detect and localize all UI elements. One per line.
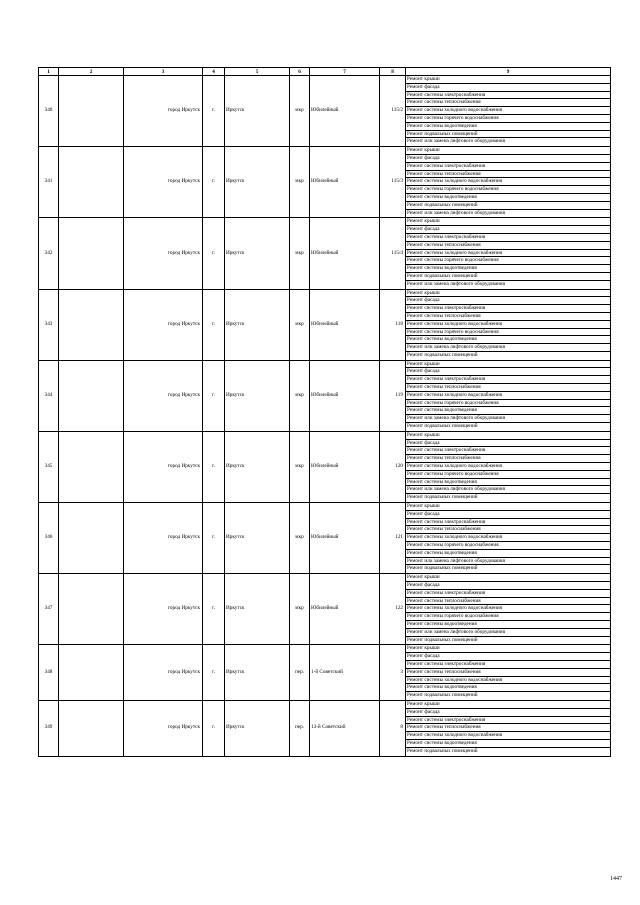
header-cell: 1 — [39, 68, 59, 76]
work-item: Ремонт системы электроснабжения — [406, 92, 610, 100]
works-list-cell — [406, 574, 611, 645]
work-item: Ремонт крыши — [406, 574, 610, 582]
work-item: Ремонт системы холодного водоснабжения — [406, 677, 610, 685]
work-item: Ремонт системы теплоснабжения — [406, 99, 610, 107]
work-item: Ремонт или замена лифтового оборудования — [406, 344, 610, 352]
table-row — [39, 360, 611, 431]
table-row — [39, 218, 611, 289]
municipality-cell: город Иркутск — [124, 218, 203, 289]
street-type-cell: мкр — [290, 289, 310, 360]
street-type-cell: мкр — [290, 431, 310, 502]
table-row — [39, 76, 611, 147]
work-item: Ремонт фасада — [406, 297, 610, 305]
renovation-table — [38, 67, 611, 757]
header-cell: 3 — [124, 68, 203, 76]
house-number-cell: 115/4 — [380, 218, 406, 289]
row-number-cell: 346 — [39, 503, 59, 574]
work-item: Ремонт или замена лифтового оборудования — [407, 138, 505, 145]
work-item: Ремонт фасада — [406, 511, 610, 519]
work-item: Ремонт системы холодного водоснабжения — [406, 321, 610, 329]
header-cell: 9 — [406, 68, 611, 76]
work-item: Ремонт или замена лифтового оборудования — [406, 415, 610, 423]
work-item: Ремонт системы электроснабжения — [406, 661, 610, 669]
work-item: Ремонт системы водоотведения — [406, 194, 610, 202]
header-cell: 4 — [203, 68, 225, 76]
settlement-name-cell: Иркутск — [225, 431, 290, 502]
work-item: Ремонт фасада — [406, 155, 610, 163]
work-item: Ремонт крыши — [406, 290, 610, 298]
work-item: Ремонт системы холодного водоснабжения — [406, 534, 610, 542]
table-row — [39, 431, 611, 502]
street-type-cell: мкр — [290, 76, 310, 147]
work-item: Ремонт системы теплоснабжения — [406, 455, 610, 463]
work-item: Ремонт системы горячего водоснабжения — [406, 186, 610, 194]
work-item: Ремонт крыши — [406, 76, 610, 84]
header-cell: 5 — [225, 68, 290, 76]
empty-cell-cell — [59, 700, 124, 756]
settlement-name-cell: Иркутск — [225, 503, 290, 574]
work-item: Ремонт фасада — [406, 582, 610, 590]
municipality-cell: город Иркутск — [124, 360, 203, 431]
house-number-cell: 118 — [380, 289, 406, 360]
row-number-cell: 347 — [39, 574, 59, 645]
table-body — [39, 76, 611, 757]
work-item: Ремонт системы холодного водоснабжения — [406, 463, 610, 471]
empty-cell-cell — [59, 218, 124, 289]
house-number-cell: 115/3 — [380, 147, 406, 218]
house-number-cell: 8 — [380, 700, 406, 756]
work-item: Ремонт системы электроснабжения — [406, 717, 610, 725]
work-item: Ремонт фасада — [406, 368, 610, 376]
works-list-cell — [406, 645, 611, 701]
empty-cell-cell — [59, 360, 124, 431]
work-item: Ремонт системы электроснабжения — [406, 590, 610, 598]
work-item: Ремонт подвальных помещений — [407, 636, 478, 643]
work-item: Ремонт системы горячего водоснабжения — [406, 115, 610, 123]
work-item: Ремонт крыши — [406, 361, 610, 369]
work-item: Ремонт системы теплоснабжения — [406, 384, 610, 392]
page-number: 1447 — [610, 876, 622, 882]
works-list-cell — [406, 147, 611, 218]
municipality-cell: город Иркутск — [124, 503, 203, 574]
settlement-type-cell: г. — [203, 147, 225, 218]
work-item: Ремонт системы теплоснабжения — [406, 242, 610, 250]
settlement-type-cell: г. — [203, 574, 225, 645]
house-number-cell: 121 — [380, 503, 406, 574]
work-item: Ремонт системы водоотведения — [406, 621, 610, 629]
work-item: Ремонт системы теплоснабжения — [406, 669, 610, 677]
work-item: Ремонт подвальных помещений — [407, 565, 478, 572]
settlement-type-cell: г. — [203, 360, 225, 431]
work-item: Ремонт системы холодного водоснабжения — [406, 732, 610, 740]
municipality-cell: город Иркутск — [124, 289, 203, 360]
table-row — [39, 574, 611, 645]
street-name-cell: Юбилейный — [310, 431, 380, 502]
work-item: Ремонт или замена лифтового оборудования — [407, 280, 505, 287]
work-item: Ремонт крыши — [406, 503, 610, 511]
table-row — [39, 289, 611, 360]
empty-cell-cell — [59, 147, 124, 218]
works-list-cell — [406, 289, 611, 360]
table-row — [39, 503, 611, 574]
settlement-type-cell: г. — [203, 503, 225, 574]
works-list-cell — [406, 503, 611, 574]
work-item: Ремонт системы водоотведения — [406, 479, 610, 487]
empty-cell-cell — [59, 76, 124, 147]
street-name-cell: Юбилейный — [310, 503, 380, 574]
work-item: Ремонт крыши — [406, 147, 610, 155]
work-item: Ремонт подвальных помещений — [407, 351, 478, 358]
house-number-cell: 120 — [380, 431, 406, 502]
work-item: Ремонт подвальных помещений — [406, 273, 610, 281]
work-item: Ремонт или замена лифтового оборудования — [406, 629, 610, 637]
empty-cell-cell — [59, 645, 124, 701]
work-item: Ремонт системы горячего водоснабжения — [406, 471, 610, 479]
works-list-cell — [406, 218, 611, 289]
work-item: Ремонт подвальных помещений — [407, 692, 478, 699]
settlement-name-cell: Иркутск — [225, 700, 290, 756]
work-item: Ремонт подвальных помещений — [406, 202, 610, 210]
settlement-name-cell: Иркутск — [225, 289, 290, 360]
header-cell: 8 — [380, 68, 406, 76]
work-item: Ремонт системы холодного водоснабжения — [406, 178, 610, 186]
work-item: Ремонт системы водоотведения — [406, 407, 610, 415]
house-number-cell: 115/2 — [380, 76, 406, 147]
work-item: Ремонт системы горячего водоснабжения — [406, 542, 610, 550]
street-name-cell: 13-й Советский — [310, 700, 380, 756]
row-number-cell: 340 — [39, 76, 59, 147]
work-item: Ремонт системы электроснабжения — [406, 376, 610, 384]
settlement-name-cell: Иркутск — [225, 645, 290, 701]
work-item: Ремонт системы теплоснабжения — [406, 171, 610, 179]
row-number-cell: 344 — [39, 360, 59, 431]
work-item: Ремонт системы холодного водоснабжения — [406, 392, 610, 400]
works-list-cell — [406, 700, 611, 756]
table-row — [39, 700, 611, 756]
street-type-cell: мкр — [290, 574, 310, 645]
work-item: Ремонт системы электроснабжения — [406, 447, 610, 455]
table-row — [39, 645, 611, 701]
works-list-cell — [406, 431, 611, 502]
settlement-name-cell: Иркутск — [225, 574, 290, 645]
settlement-type-cell: г. — [203, 218, 225, 289]
row-number-cell: 345 — [39, 431, 59, 502]
settlement-type-cell: г. — [203, 700, 225, 756]
street-type-cell: мкр — [290, 360, 310, 431]
settlement-type-cell: г. — [203, 289, 225, 360]
empty-cell-cell — [59, 574, 124, 645]
work-item: Ремонт системы электроснабжения — [406, 163, 610, 171]
work-item: Ремонт подвальных помещений — [406, 131, 610, 139]
work-item: Ремонт системы горячего водоснабжения — [406, 400, 610, 408]
municipality-cell: город Иркутск — [124, 147, 203, 218]
work-item: Ремонт системы электроснабжения — [406, 519, 610, 527]
settlement-name-cell: Иркутск — [225, 360, 290, 431]
house-number-cell: 119 — [380, 360, 406, 431]
settlement-name-cell: Иркутск — [225, 218, 290, 289]
work-item: Ремонт системы электроснабжения — [406, 234, 610, 242]
street-name-cell: Юбилейный — [310, 289, 380, 360]
work-item: Ремонт крыши — [406, 218, 610, 226]
row-number-cell: 348 — [39, 645, 59, 701]
work-item: Ремонт фасада — [406, 226, 610, 234]
settlement-type-cell: г. — [203, 645, 225, 701]
work-item: Ремонт фасада — [406, 653, 610, 661]
street-type-cell: мкр — [290, 503, 310, 574]
works-list-cell — [406, 76, 611, 147]
house-number-cell: 3 — [380, 645, 406, 701]
row-number-cell: 342 — [39, 218, 59, 289]
work-item: Ремонт системы теплоснабжения — [406, 313, 610, 321]
work-item: Ремонт или замена лифтового оборудования — [406, 558, 610, 566]
settlement-type-cell: г. — [203, 431, 225, 502]
table-header-row — [39, 68, 611, 76]
work-item: Ремонт фасада — [406, 440, 610, 448]
street-type-cell: мкр — [290, 147, 310, 218]
street-name-cell: 1-й Советский — [310, 645, 380, 701]
work-item: Ремонт системы водоотведения — [406, 740, 610, 748]
work-item: Ремонт подвальных помещений — [407, 747, 478, 754]
street-type-cell: пер. — [290, 700, 310, 756]
municipality-cell: город Иркутск — [124, 76, 203, 147]
work-item: Ремонт системы водоотведения — [406, 265, 610, 273]
work-item: Ремонт системы горячего водоснабжения — [406, 613, 610, 621]
work-item: Ремонт системы водоотведения — [406, 123, 610, 131]
empty-cell-cell — [59, 289, 124, 360]
settlement-name-cell: Иркутск — [225, 76, 290, 147]
municipality-cell: город Иркутск — [124, 700, 203, 756]
empty-cell-cell — [59, 503, 124, 574]
municipality-cell: город Иркутск — [124, 645, 203, 701]
row-number-cell: 349 — [39, 700, 59, 756]
work-item: Ремонт крыши — [406, 645, 610, 653]
settlement-type-cell: г. — [203, 76, 225, 147]
header-cell: 7 — [310, 68, 380, 76]
street-name-cell: Юбилейный — [310, 574, 380, 645]
work-item: Ремонт или замена лифтового оборудования — [406, 486, 610, 494]
row-number-cell: 343 — [39, 289, 59, 360]
work-item: Ремонт системы электроснабжения — [406, 305, 610, 313]
work-item: Ремонт или замена лифтового оборудования — [407, 209, 505, 216]
work-item: Ремонт крыши — [406, 432, 610, 440]
street-name-cell: Юбилейный — [310, 218, 380, 289]
row-number-cell: 341 — [39, 147, 59, 218]
municipality-cell: город Иркутск — [124, 431, 203, 502]
work-item: Ремонт системы теплоснабжения — [406, 724, 610, 732]
work-item: Ремонт системы холодного водоснабжения — [406, 250, 610, 258]
work-item: Ремонт подвальных помещений — [407, 423, 478, 430]
municipality-cell: город Иркутск — [124, 574, 203, 645]
work-item: Ремонт фасада — [406, 709, 610, 717]
street-name-cell: Юбилейный — [310, 76, 380, 147]
work-item: Ремонт системы холодного водоснабжения — [406, 107, 610, 115]
work-item: Ремонт системы горячего водоснабжения — [406, 257, 610, 265]
work-item: Ремонт системы теплоснабжения — [406, 526, 610, 534]
street-name-cell: Юбилейный — [310, 147, 380, 218]
street-name-cell: Юбилейный — [310, 360, 380, 431]
work-item: Ремонт системы горячего водоснабжения — [406, 329, 610, 337]
work-item: Ремонт системы холодного водоснабжения — [406, 605, 610, 613]
header-cell: 2 — [59, 68, 124, 76]
street-type-cell: мкр — [290, 218, 310, 289]
table-row — [39, 147, 611, 218]
work-item: Ремонт подвальных помещений — [407, 494, 478, 501]
work-item: Ремонт системы теплоснабжения — [406, 598, 610, 606]
empty-cell-cell — [59, 431, 124, 502]
work-item: Ремонт крыши — [406, 701, 610, 709]
street-type-cell: пер. — [290, 645, 310, 701]
work-item: Ремонт системы водоотведения — [406, 336, 610, 344]
work-item: Ремонт системы водоотведения — [406, 550, 610, 558]
settlement-name-cell: Иркутск — [225, 147, 290, 218]
work-item: Ремонт фасада — [406, 84, 610, 92]
header-cell: 6 — [290, 68, 310, 76]
works-list-cell — [406, 360, 611, 431]
house-number-cell: 122 — [380, 574, 406, 645]
work-item: Ремонт системы водоотведения — [406, 684, 610, 692]
